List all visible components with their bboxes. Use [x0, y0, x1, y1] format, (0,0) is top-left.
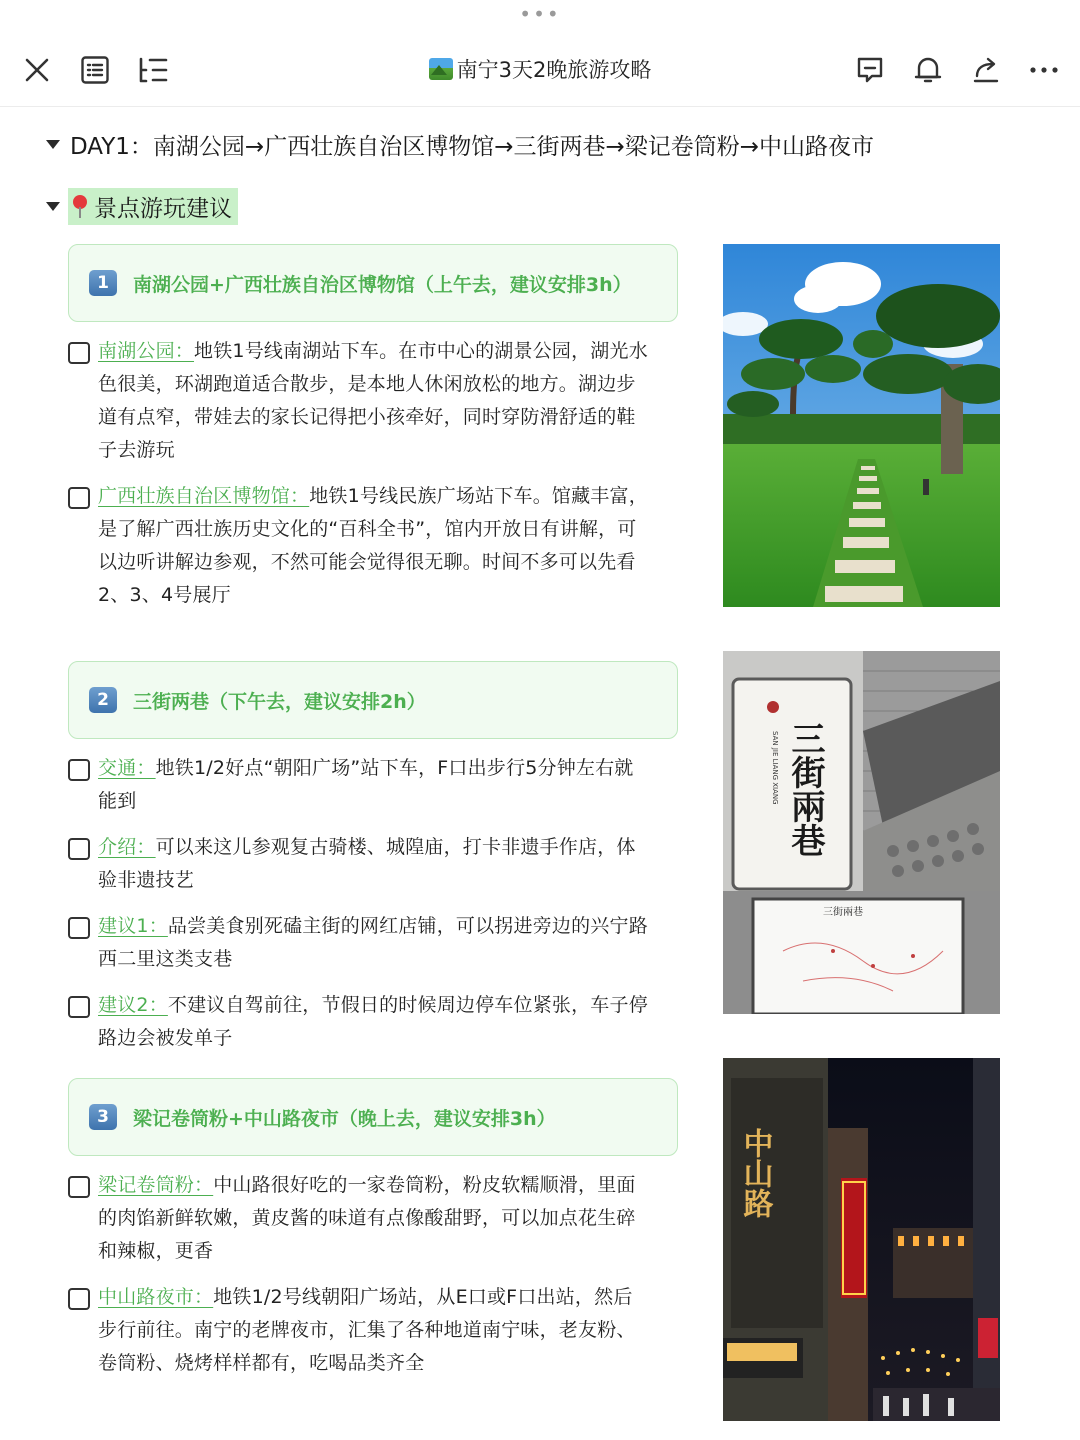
todo-item	[68, 480, 648, 612]
checkbox[interactable]	[68, 1288, 90, 1310]
section-heading-highlight	[68, 188, 238, 225]
day1-heading-text: DAY1：南湖公园→广西壮族自治区博物馆→三街两巷→梁记卷筒粉→中山路夜市	[70, 134, 875, 160]
checkbox[interactable]	[68, 759, 90, 781]
checkbox[interactable]	[68, 917, 90, 939]
todo-description: 地铁1号线南湖站下车。在市中心的湖景公园，湖光水色很美，环湖跑道适合散步，是本地人休闲放松的地方。湖边步道有点窄，带娃去的家长记得把小孩牵好，同时穿防滑舒适的鞋子去游玩	[98, 340, 648, 461]
more-options-icon[interactable]	[1026, 52, 1062, 88]
todo-description: 地铁1/2好点“朝阳广场”站下车，F口出步行5分钟左右就能到	[98, 757, 634, 812]
zhongshan-road-night-photo[interactable]	[723, 1058, 1000, 1421]
callout-title: 三街两巷（下午去，建议安排2h）	[133, 690, 426, 713]
place-link[interactable]: 梁记卷筒粉：	[98, 1174, 214, 1196]
number-1-icon: 1	[89, 270, 117, 296]
todo-text	[98, 910, 648, 976]
number-2-icon: 2	[89, 687, 117, 713]
section-heading	[46, 188, 238, 225]
share-icon[interactable]	[968, 52, 1004, 88]
number-3-icon: 3	[89, 1104, 117, 1130]
place-link[interactable]: 介绍：	[98, 836, 156, 858]
collapse-toggle-icon[interactable]	[46, 140, 60, 149]
checkbox[interactable]	[68, 996, 90, 1018]
callout-card-1	[68, 244, 678, 322]
todo-description: 地铁1号线民族广场站下车。馆藏丰富，是了解广西壮族历史文化的“百科全书”，馆内开放日有讲解，可以边听讲解边参观，不然可能会觉得很无聊。时间不多可以先看2、3、4号展厅	[98, 485, 648, 606]
checkbox[interactable]	[68, 1176, 90, 1198]
todo-item	[68, 752, 648, 818]
place-link[interactable]: 中山路夜市：	[98, 1286, 214, 1308]
table-of-contents-icon[interactable]	[135, 52, 171, 88]
place-link[interactable]: 交通：	[98, 757, 156, 779]
todo-description: 可以来这儿参观复古骑楼、城隍庙，打卡非遗手作店，体验非遗技艺	[98, 836, 636, 891]
nanhu-park-photo[interactable]	[723, 244, 1000, 607]
map-title: 三街兩巷	[823, 907, 863, 918]
sign-text: 三街兩巷	[785, 721, 825, 857]
callout-card-3	[68, 1078, 678, 1156]
todo-text	[98, 480, 648, 612]
drag-handle-dots[interactable]: •••	[519, 2, 561, 26]
pushpin-icon	[72, 195, 88, 219]
todo-description: 品尝美食别死磕主街的网红店铺，可以拐进旁边的兴宁路西二里这类支巷	[98, 915, 648, 970]
todo-item	[68, 910, 648, 976]
place-link[interactable]: 广西壮族自治区博物馆：	[98, 485, 310, 507]
todo-text	[98, 831, 648, 897]
todo-text	[98, 752, 648, 818]
checkbox[interactable]	[68, 487, 90, 509]
sanjie-liangxiang-photo[interactable]	[723, 651, 1000, 1014]
callout-title: 南湖公园+广西壮族自治区博物馆（上午去，建议安排3h）	[133, 273, 632, 296]
place-link[interactable]: 建议2：	[98, 994, 168, 1016]
todo-item	[68, 335, 648, 467]
checkbox[interactable]	[68, 838, 90, 860]
todo-item	[68, 989, 648, 1055]
top-toolbar	[0, 40, 1080, 102]
place-link[interactable]: 建议1：	[98, 915, 168, 937]
place-link[interactable]: 南湖公园：	[98, 340, 195, 362]
close-icon[interactable]	[19, 52, 55, 88]
document-title	[240, 54, 840, 84]
todo-text	[98, 989, 648, 1055]
todo-text	[98, 1169, 648, 1268]
todo-text	[98, 1281, 648, 1380]
callout-title: 梁记卷筒粉+中山路夜市（晚上去，建议安排3h）	[133, 1107, 556, 1130]
sign-pinyin: SAN JIE LIANG XIANG	[771, 731, 779, 805]
todo-description: 不建议自驾前往，节假日的时候周边停车位紧张，车子停路边会被发单子	[98, 994, 648, 1049]
collapse-toggle-icon[interactable]	[46, 202, 60, 211]
section-heading-text: 景点游玩建议	[94, 196, 232, 222]
comment-icon[interactable]	[852, 52, 888, 88]
todo-description: 中山路很好吃的一家卷筒粉，粉皮软糯顺滑，里面的肉馅新鲜软嫩，黄皮酱的味道有点像酸甜野，可以加点花生碎和辣椒，更香	[98, 1174, 636, 1262]
callout-card-2	[68, 661, 678, 739]
document-outline-icon[interactable]	[77, 52, 113, 88]
todo-item	[68, 831, 648, 897]
day1-heading	[46, 128, 874, 161]
checkbox[interactable]	[68, 342, 90, 364]
landscape-emoji-icon	[429, 58, 453, 80]
toolbar-divider	[0, 106, 1080, 107]
todo-item	[68, 1169, 648, 1268]
document-title-text: 南宁3天2晚旅游攻略	[456, 58, 652, 82]
todo-item	[68, 1281, 648, 1380]
bell-icon[interactable]	[910, 52, 946, 88]
street-sign: 中山路	[737, 1128, 773, 1218]
todo-text	[98, 335, 648, 467]
todo-description: 地铁1/2号线朝阳广场站，从E口或F口出站，然后步行前往。南宁的老牌夜市，汇集了各种地道南宁味，老友粉、卷筒粉、烧烤样样都有，吃喝品类齐全	[98, 1286, 636, 1374]
